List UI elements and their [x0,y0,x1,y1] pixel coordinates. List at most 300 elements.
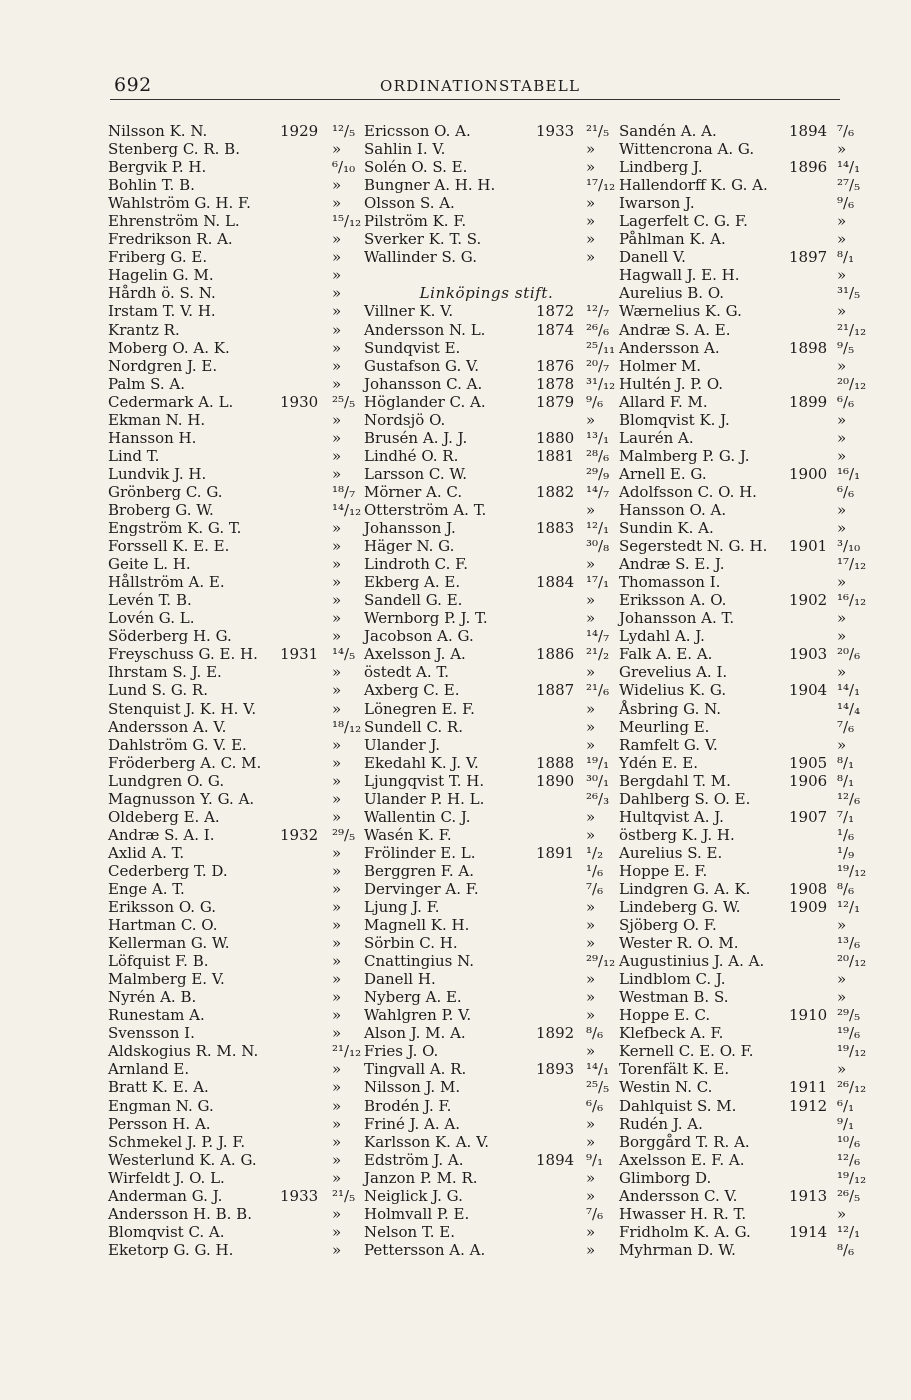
table-row [364,212,609,230]
table-row [108,248,356,266]
entry-name: Edström J. A. [364,1150,464,1169]
entry-name: Fridholm K. A. G. [619,1222,751,1241]
entry-date: » [837,410,847,429]
entry-name: Kernell C. E. O. F. [619,1042,754,1061]
entry-name: Rudén J. A. [619,1114,703,1133]
entry-date: ²⁰/₁₂ [837,374,867,393]
entry-name: Nordsjö O. [364,410,446,429]
table-row [364,140,609,158]
entry-year: 1899 [789,392,828,411]
entry-date: » [332,1060,342,1079]
table-row [364,1169,609,1187]
entry-name: Berggren F. A. [364,861,474,880]
entry-year: 1912 [789,1096,828,1115]
entry-name: Andersson C. V. [619,1186,738,1205]
table-row [364,1078,609,1096]
table-row [619,194,855,213]
entry-name: Hoppe E. C. [619,1006,711,1025]
entry-name: Sverker K. T. S. [364,230,482,249]
entry-name: Axelsson J. A. [364,645,466,664]
table-row [108,1205,356,1223]
entry-date: » [332,1240,342,1259]
entry-name: Dahlquist S. M. [619,1096,737,1115]
entry-year: 1914 [789,1222,828,1241]
table-row [108,970,356,988]
entry-name: Sundell C. R. [364,717,463,736]
table-row [364,934,609,952]
entry-name: Hansson O. A. [619,500,727,519]
entry-date: ¹²/₁ [837,1222,861,1241]
entry-name: Arnland E. [108,1060,190,1079]
table-row [108,1169,356,1187]
table-row [364,844,609,862]
table-row [108,176,356,194]
entry-date: ¹⁸/₇ [332,482,356,501]
table-row [619,519,847,537]
entry-date: ⁷/₆ [837,122,855,140]
table-row [108,916,356,934]
entry-name: Andersson A. [619,338,720,357]
table-row [108,700,356,718]
entry-name: Otterström A. T. [364,500,487,519]
table-row [364,465,609,483]
entry-name: Segerstedt N. G. H. [619,537,768,556]
table-row [619,176,861,195]
entry-name: Sjöberg O. F. [619,916,717,935]
entry-name: Wallentin C. J. [364,807,471,826]
entry-year: 1909 [789,898,828,917]
entry-date: ²⁰/₇ [586,356,610,375]
table-row [619,1150,861,1169]
entry-name: Holmer M. [619,356,702,375]
entry-date: » [586,410,596,429]
entry-date: ¹²/₆ [837,1150,861,1169]
entry-date: ¹⁷/₁₂ [586,176,616,195]
entry-date: » [837,916,847,935]
entry-name: Lindblom C. J. [619,970,726,989]
entry-date: » [837,735,847,754]
entry-name: Hagwall J. E. H. [619,266,740,285]
entry-date: ⁹/₆ [837,194,855,213]
table-row [108,934,356,952]
entry-name: Hårdh ö. S. N. [108,284,216,303]
table-row [364,808,609,826]
column-3 [619,122,867,1259]
entry-date: » [332,699,342,718]
section-heading-row [364,284,609,302]
entry-date: » [586,591,596,610]
table-row [364,321,609,339]
entry-name: Häger N. G. [364,537,455,556]
table-row [108,826,356,844]
entry-name: Anderman G. J. [108,1186,223,1205]
entry-name: Solén O. S. E. [364,158,468,177]
entry-date: » [586,555,596,574]
entry-date: » [332,861,342,880]
entry-date: » [586,1240,596,1259]
entry-name: Axelsson E. F. A. [619,1150,745,1169]
entry-date: ¹²/₆ [837,789,861,808]
table-row [619,1168,867,1187]
entry-year: 1907 [789,807,828,826]
entry-date: ²¹/₁₂ [837,320,867,339]
entry-date: » [332,230,342,249]
table-row [619,627,847,645]
entry-name: Friberg G. E. [108,248,208,267]
table-row [108,790,356,808]
entry-name: Wirfeldt J. O. L. [108,1168,225,1187]
entry-date: ⁹/₁ [586,1150,604,1169]
entry-date: » [332,1024,342,1043]
entry-date: » [332,1096,342,1115]
table-row [619,970,847,988]
table-row [108,500,362,519]
table-row [108,736,356,754]
section-heading: Linköpings stift. [419,284,554,303]
table-row [364,555,609,573]
entry-name: Ihrstam S. J. E. [108,663,222,682]
entry-date: » [586,609,596,628]
entry-name: Engman N. G. [108,1096,214,1115]
entry-name: Irstam T. V. H. [108,302,216,321]
table-row [619,1186,861,1205]
table-row [619,464,861,483]
entry-date: ¹³/₁ [586,428,610,447]
entry-name: Påhlman K. A. [619,230,726,249]
entry-name: Stenquist J. K. H. V. [108,699,257,718]
table-row [108,158,356,176]
entry-name: Nilsson J. M. [364,1078,461,1097]
table-row [364,501,609,519]
entry-name: Fredrikson R. A. [108,230,233,249]
entry-name: Falk A. E. A. [619,645,713,664]
entry-date: ¹²/₁ [586,519,610,538]
table-row [108,393,356,411]
entry-date: » [837,266,847,285]
entry-name: Neiglick J. G. [364,1186,463,1205]
entry-date: ¹/₆ [586,861,604,880]
table-row [619,681,861,700]
entry-year: 1887 [536,681,575,700]
table-row [619,609,847,627]
entry-name: Malmberg E. V. [108,970,225,989]
entry-date: ²⁵/₅ [332,392,356,411]
entry-name: Ekberg A. E. [364,573,461,592]
entry-name: Andræ S. E. J. [619,555,725,574]
table-row [108,465,356,483]
entry-name: Lagerfelt C. G. F. [619,212,748,231]
entry-date: ¹⁶/₁ [837,464,861,483]
table-row [108,663,356,681]
entry-date: » [332,302,342,321]
entry-name: Nordgren J. E. [108,356,218,375]
table-row [364,736,609,754]
table-row [619,230,847,248]
entry-date: ¹⁴/₁ [586,1060,610,1079]
entry-year: 1886 [536,645,575,664]
entry-name: Hallendorff K. G. A. [619,176,768,195]
table-row [364,338,616,357]
entry-date: » [837,140,847,159]
entry-date: ³¹/₁₂ [586,374,616,393]
entry-date: » [332,176,342,195]
table-row [619,1006,861,1025]
entry-date: » [586,807,596,826]
entry-name: Wahlström G. H. F. [108,194,251,213]
entry-name: Glimborg D. [619,1168,712,1187]
entry-name: Ekman N. H. [108,410,206,429]
table-row [364,591,609,609]
entry-date: » [332,1006,342,1025]
table-row [364,1223,609,1241]
table-row [108,754,356,772]
entry-date: ³⁰/₁ [586,771,610,790]
entry-year: 1893 [536,1060,575,1079]
table-row [619,807,855,826]
entry-date: ¹³/₆ [837,934,861,953]
table-row [364,609,609,627]
entry-date: » [332,1204,342,1223]
entry-name: Frölinder E. L. [364,843,476,862]
entry-date: ²¹/₅ [586,122,610,140]
table-row [619,1096,855,1115]
entry-date: » [332,519,342,538]
entry-name: Dervinger A. F. [364,879,479,898]
entry-date: » [332,753,342,772]
entry-date: » [586,916,596,935]
entry-date: » [332,591,342,610]
table-row [619,429,847,447]
entry-date: ¹⁹/₁₂ [837,1168,867,1187]
entry-name: Widelius K. G. [619,681,727,700]
entry-year: 1902 [789,591,828,610]
entry-name: Hållström A. E. [108,573,225,592]
table-row [108,555,356,573]
entry-date: ¹⁴/₅ [332,645,356,664]
entry-name: Grönberg C. G. [108,482,223,501]
entry-name: Sundqvist E. [364,338,461,357]
entry-name: Schmekel J. P. J. F. [108,1132,246,1151]
table-row [364,898,609,916]
entry-year: 1901 [789,537,828,556]
table-row [108,988,356,1006]
entry-name: Andersson H. B. B. [108,1204,252,1223]
entry-year: 1874 [536,320,575,339]
entry-name: Oldeberg E. A. [108,807,220,826]
table-row [108,483,356,501]
entry-name: Dahlström G. V. E. [108,735,247,754]
table-row [108,1187,356,1205]
table-row [619,158,861,177]
entry-date: » [837,988,847,1007]
table-row [364,970,609,988]
entry-date: » [332,266,342,285]
entry-name: Myhrman D. W. [619,1240,736,1259]
entry-date: » [332,1222,342,1241]
table-row [619,591,867,610]
entry-date: » [332,320,342,339]
table-row [108,302,356,320]
entry-date: ¹⁴/₄ [837,699,861,718]
entry-date: » [837,500,847,519]
table-row [364,1115,609,1133]
entry-year: 1911 [789,1078,828,1097]
table-row [619,374,867,393]
entry-date: » [332,140,342,159]
table-row [364,1042,609,1060]
table-row [364,158,609,176]
entry-name: Nyberg A. E. [364,988,462,1007]
table-row [364,374,616,393]
table-row [108,411,356,429]
entry-name: Aurelius B. O. [619,284,725,303]
entry-year: 1905 [789,753,828,772]
entry-name: Cederberg T. D. [108,861,228,880]
table-row [108,645,356,663]
entry-year: 1908 [789,879,828,898]
table-row [619,537,861,556]
entry-name: Aurelius S. E. [619,843,723,862]
entry-name: Runestam A. [108,1006,205,1025]
entry-name: Eriksson A. O. [619,591,727,610]
entry-date: ²⁹/₁₂ [586,952,616,971]
entry-name: Hagelin G. M. [108,266,214,285]
entry-date: » [332,537,342,556]
entry-name: Pettersson A. A. [364,1240,486,1259]
entry-name: Andersson N. L. [364,320,486,339]
entry-name: Ljungqvist T. H. [364,771,485,790]
entry-name: Bergdahl T. M. [619,771,731,790]
entry-name: Kellerman G. W. [108,934,230,953]
entry-date: ²⁶/₅ [837,1186,861,1205]
table-row [108,1078,356,1096]
entry-name: Wasén K. F. [364,825,452,844]
entry-date: ⁸/₆ [837,1240,855,1259]
entry-name: Söderberg H. G. [108,627,232,646]
table-row [108,266,356,284]
entry-date: ⁹/₅ [837,338,855,357]
entry-name: Iwarson J. [619,194,695,213]
entry-date: » [332,843,342,862]
table-row [364,248,609,266]
table-row [108,375,356,393]
entry-date: ²¹/₆ [586,681,610,700]
table-row [364,194,609,212]
entry-name: Lindgren G. A. K. [619,879,751,898]
table-row [108,1133,356,1151]
entry-date: ²⁰/₆ [837,645,861,664]
entry-year: 1892 [536,1024,575,1043]
entry-name: Ehrenström N. L. [108,212,240,231]
entry-date: » [332,771,342,790]
table-row [108,1024,356,1042]
entry-name: Hoppe E. F. [619,861,708,880]
entry-year: 1894 [536,1150,575,1169]
table-row [619,284,861,303]
table-row [619,1240,855,1259]
entry-date: » [332,284,342,303]
table-row [108,1151,356,1169]
entry-date: ¹⁰/₆ [837,1132,861,1151]
table-row [108,447,356,465]
entry-name: Torenfält K. E. [619,1060,730,1079]
entry-name: Lönegren E. F. [364,699,475,718]
entry-date: ⁸/₁ [837,753,855,772]
table-row [108,321,356,339]
entry-date: » [332,1150,342,1169]
table-row [364,393,609,411]
entry-name: Blomqvist C. A. [108,1222,225,1241]
entry-date: ¹²/₁ [837,898,861,917]
entry-name: Wærnelius K. G. [619,302,742,321]
entry-date: » [837,609,847,628]
entry-date: » [332,970,342,989]
entry-date: ⁸/₁ [837,771,855,790]
entry-date: » [332,428,342,447]
entry-date: ²⁶/₆ [586,320,610,339]
entry-date: ²⁰/₁₂ [837,952,867,971]
entry-name: Sundin K. A. [619,519,714,538]
table-row [364,1006,609,1024]
table-row [108,1006,356,1024]
entry-name: Hansson H. [108,428,197,447]
entry-name: Johansson C. A. [364,374,483,393]
table-row [364,1024,609,1042]
entry-name: Johansson J. [364,519,456,538]
table-row [108,573,356,591]
entry-name: Westin N. C. [619,1078,713,1097]
entry-name: Lydahl A. J. [619,627,705,646]
entry-date: » [586,230,596,249]
table-row [619,1042,867,1061]
entry-date: ²¹/₁₂ [332,1042,362,1061]
entry-year: 1931 [280,645,319,664]
table-row [619,573,847,591]
entry-year: 1872 [536,302,575,321]
table-row [619,717,855,736]
table-row [364,718,609,736]
entry-name: Magnell K. H. [364,916,470,935]
table-row [364,266,609,284]
entry-name: Allard F. M. [619,392,708,411]
table-row [364,411,609,429]
entry-date: ⁷/₆ [586,879,604,898]
entry-name: Gustafson G. V. [364,356,479,375]
entry-name: Eketorp G. G. H. [108,1240,234,1259]
table-row [364,862,609,880]
table-row [619,934,861,953]
entry-name: Andræ S. A. I. [108,825,215,844]
entry-date: » [332,410,342,429]
entry-name: Villner K. V. [364,302,454,321]
entry-date: ²⁹/₅ [837,1006,861,1025]
table-row [108,627,356,645]
entry-name: Lindberg J. [619,158,703,177]
entry-date: ⁹/₆ [586,392,604,411]
entry-date: » [332,789,342,808]
entry-date: ¹²/₅ [332,122,356,140]
entry-date: » [332,898,342,917]
entry-name: Ulander P. H. L. [364,789,485,808]
entry-date: ¹⁹/₆ [837,1024,861,1043]
entry-name: Wahlgren P. V. [364,1006,472,1025]
entry-name: Thomasson I. [619,573,721,592]
entry-date: » [332,464,342,483]
entry-date: » [586,735,596,754]
entry-date: » [332,573,342,592]
table-row [364,1241,609,1259]
entry-name: Ydén E. E. [619,753,699,772]
